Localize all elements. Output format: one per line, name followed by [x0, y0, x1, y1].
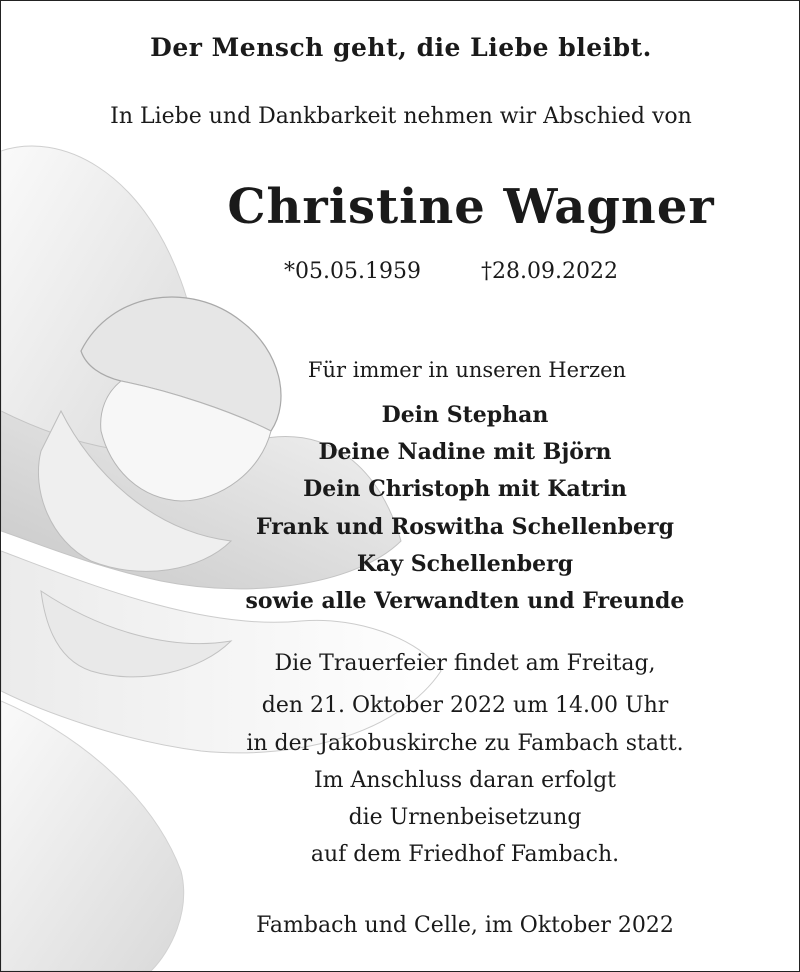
service-line: in der Jakobuskirche zu Fambach statt. [246, 731, 684, 756]
service-line: die Urnenbeisetzung [348, 805, 582, 830]
service-line: Im Anschluss daran erfolgt [313, 768, 617, 793]
mourner-line: Kay Schellenberg [356, 551, 574, 577]
motto-heading: Der Mensch geht, die Liebe bleibt. [150, 33, 652, 62]
service-line: auf dem Friedhof Fambach. [310, 842, 620, 867]
service-line: Die Trauerfeier findet am Freitag, [274, 651, 656, 676]
service-line: den 21. Oktober 2022 um 14.00 Uhr [261, 693, 669, 718]
mourner-line: Dein Stephan [381, 402, 549, 428]
closing-signature: Fambach und Celle, im Oktober 2022 [256, 913, 674, 938]
death-date: †28.09.2022 [481, 259, 618, 284]
deceased-name: Christine Wagner [227, 179, 715, 235]
intro-text: In Liebe und Dankbarkeit nehmen wir Abschied von [110, 104, 692, 129]
mourner-line: sowie alle Verwandten und Freunde [245, 588, 685, 614]
mourner-line: Dein Christoph mit Katrin [303, 476, 627, 502]
mourner-line: Frank und Roswitha Schellenberg [255, 514, 675, 540]
birth-date: *05.05.1959 [284, 259, 421, 284]
mourner-line: Deine Nadine mit Björn [318, 439, 612, 465]
forever-in-hearts: Für immer in unseren Herzen [307, 358, 627, 382]
